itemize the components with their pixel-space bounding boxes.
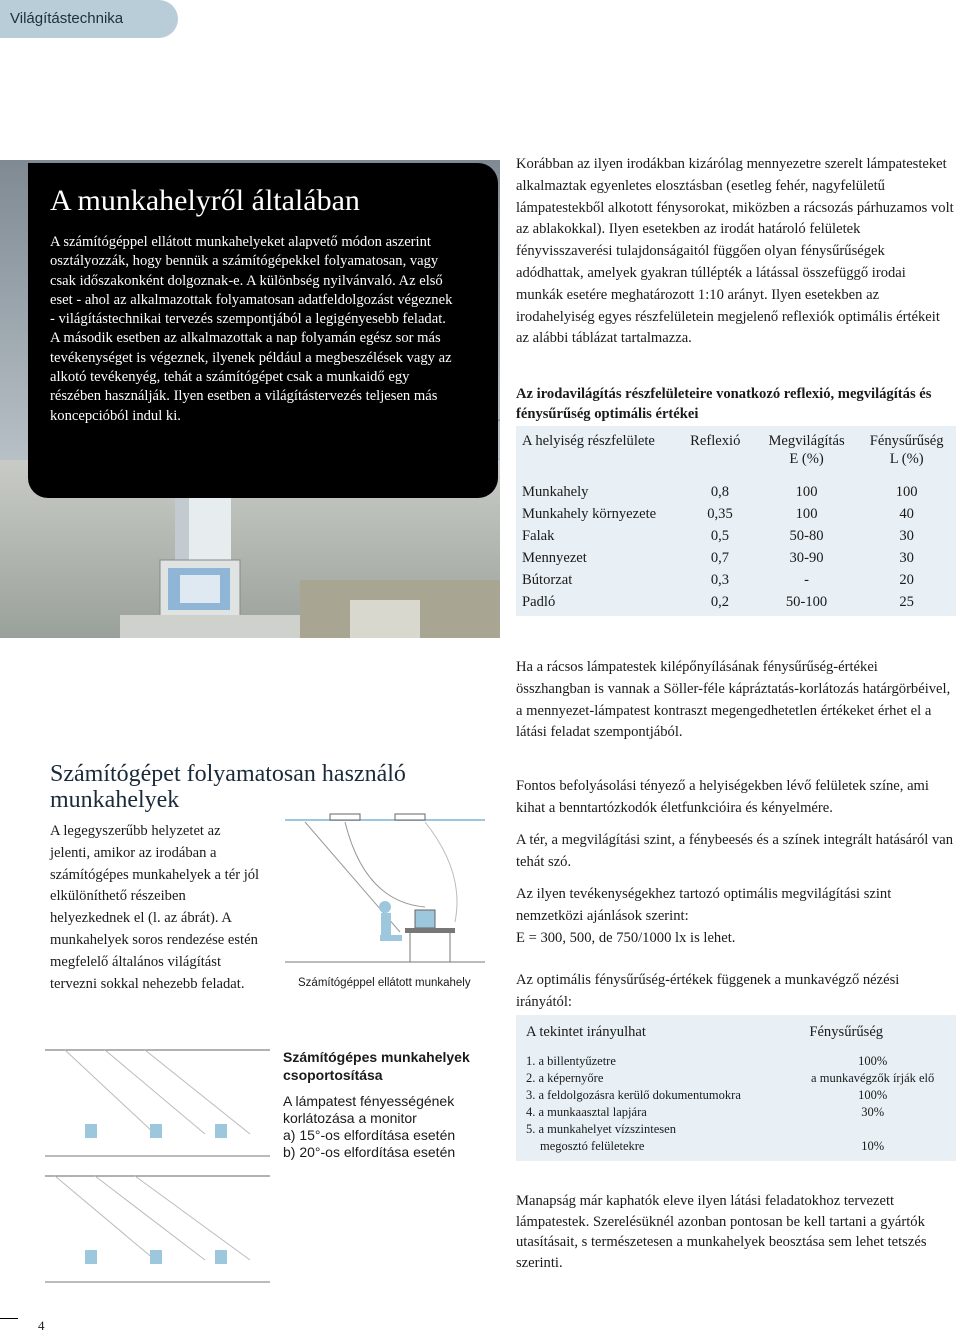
table-row: 2. a képernyőre a munkavégzők írják elő: [526, 1071, 935, 1085]
right-bottom-p2: Fontos befolyásolási tényező a helyiségekben lévő felületek színe, ami kihat a benntartózkodók életfunkcióira és kényelmére.: [516, 778, 929, 816]
grouping-figure-a: [45, 1044, 270, 1164]
table-row: megosztó felületekre 10%: [540, 1139, 885, 1153]
right-bottom-p1: Ha a rácsos lámpatestek kilépőnyílásának fénysűrűség-értékei összhangban is vannak a Söller-féle kápráztatás-korlátozás határgörbéivel, a mennyezet-lámpatest kontraszt megengedhetetlen értékeket érhet el a látási feladat szempontjából.: [516, 659, 951, 741]
group-title: Számítógépes munkahelyek csoportosítása: [283, 1049, 470, 1083]
group-lines: A lámpatest fényességének korlátozása a monitor a) 15°-os elfordítása esetén b) 20°-os elfordítása esetén: [283, 1093, 456, 1160]
table-row: 3. a feldolgozásra kerülő dokumentumokra 100%: [526, 1088, 888, 1102]
table1-title: Az irodavilágítás részfelületeire vonatkozó reflexió, megvilágítás és fénysűrűség optimális értékei: [516, 386, 932, 422]
table-row: Munkahely környezete 0,35 100 40: [522, 506, 914, 522]
table-header: Reflexió: [690, 433, 741, 449]
intro-text: A számítógéppel ellátott munkahelyeket alapvető módon aszerint osztályozzák, hogy bennük a számítógépekkel folyamatosan, vagy csak időszakonként dolgoznak-e. A különbség nyilvánvaló. Az első eset - ahol az alkalmazottak folyamatosan adatfeldolgozást végeznek - világítástechnikai tervezés szempontjából a legigényesebb feladat. A második esetben az alkalmazottak a nap folyamán egész sor más tevékenységet is végeznek, ilyenek például a megbeszélések vagy az alkotó tevékenyég, tehát a számítógépet csak a munkaidő egy részében használják. Ilyen esetben a világítástervezés teljesen más koncepcióból indul ki.: [50, 234, 453, 424]
page-rule: [0, 1318, 18, 1319]
table-row: Padló 0,2 50-100 25: [522, 594, 914, 610]
grouping-figure-b: [45, 1170, 270, 1290]
table-header: Fénysűrűség L (%): [869, 433, 944, 467]
right-bottom-p4a: Az ilyen tevékenységekhez tartozó optimális megvilágítási szint nemzetközi ajánlások szerint:: [516, 886, 892, 924]
table-header: Megvilágítás E (%): [768, 433, 845, 467]
table-header: Fénysűrűség: [809, 1023, 884, 1040]
section2-text: A legegyszerűbb helyzetet az jelenti, amikor az irodában a számítógépes munkahelyek a tér jól elkülöníthető részeiben helyezkednek el (l. az ábrát). A munkahelyek soros rendezése estén megfelelő általános világítást tervezni sokkal nehezebb feladat.: [50, 823, 260, 992]
intro-title: A munkahelyről általában: [50, 184, 360, 217]
table-header: A tekintet irányulhat: [526, 1023, 646, 1040]
table-header-row: [516, 426, 956, 468]
table-row: 1. a billentyűzetre 100%: [526, 1054, 888, 1068]
right-top-paragraph: Korábban az ilyen irodákban kizárólag mennyezetre szerelt lámpatesteket alkalmaztak egyenletes elosztásban (esetleg fehér, nagyfelületű lámpatestekből alkotott fénysorokat, miközben a rácsozás párhuzamos volt az ablakokkal). Ilyen esetekben az irodát határoló felületek fényvisszaverési tulajdonságaitól függően olyan fénysűrűségek adódhattak, amelyek gyakran túllépték a látással összefüggő irodai munkák esetére meghatározott 1:10 arányt. Ilyen esetekben az irodahelyiség egyes részfelületein megjelenő reflexiók optimális értékeit az alábbi táblázat tartalmazza.: [516, 156, 954, 347]
reflection-table: [516, 426, 956, 616]
table-header: A helyiség részfelülete: [522, 433, 655, 449]
figure-caption: Számítógéppel ellátott munkahely: [298, 977, 471, 989]
right-bottom-p3: A tér, a megvilágítási szint, a fénybeesés és a színek integrált hatásáról van tehát szó.: [516, 832, 954, 870]
section2-title: Számítógépet folyamatosan használó munkahelyek: [50, 761, 406, 813]
workstation-figure: [285, 812, 485, 972]
table-row: Falak 0,5 50-80 30: [522, 528, 914, 544]
table-header-row: [516, 1015, 956, 1049]
luminance-table: [516, 1015, 956, 1161]
right-bottom-p4b: E = 300, 500, de 750/1000 lx is lehet.: [516, 930, 736, 946]
table-row: Munkahely 0,8 100 100: [522, 484, 918, 500]
right-bottom-p5: Az optimális fénysűrűség-értékek függenek a munkavégző nézési irányától:: [516, 972, 900, 1010]
table-row: Bútorzat 0,3 - 20: [522, 572, 914, 588]
table-row: Mennyezet 0,7 30-90 30: [522, 550, 914, 566]
section-tab: Világítástechnika: [0, 0, 178, 38]
right-bottom-p6: Manapság már kaphatók eleve ilyen látási feladatokhoz tervezett lámpatestek. Szerelésüknél azonban pontosan be kell tartani a gyártók utasításait, s természetesen a munkahelyek beosztása sem lehet tetszés szerinti.: [516, 1193, 927, 1271]
table-row: 4. a munkaasztal lapjára 30%: [526, 1105, 885, 1119]
table-row: 5. a munkahelyet vízszintesen: [526, 1122, 676, 1136]
page-number: 4: [38, 1318, 45, 1333]
